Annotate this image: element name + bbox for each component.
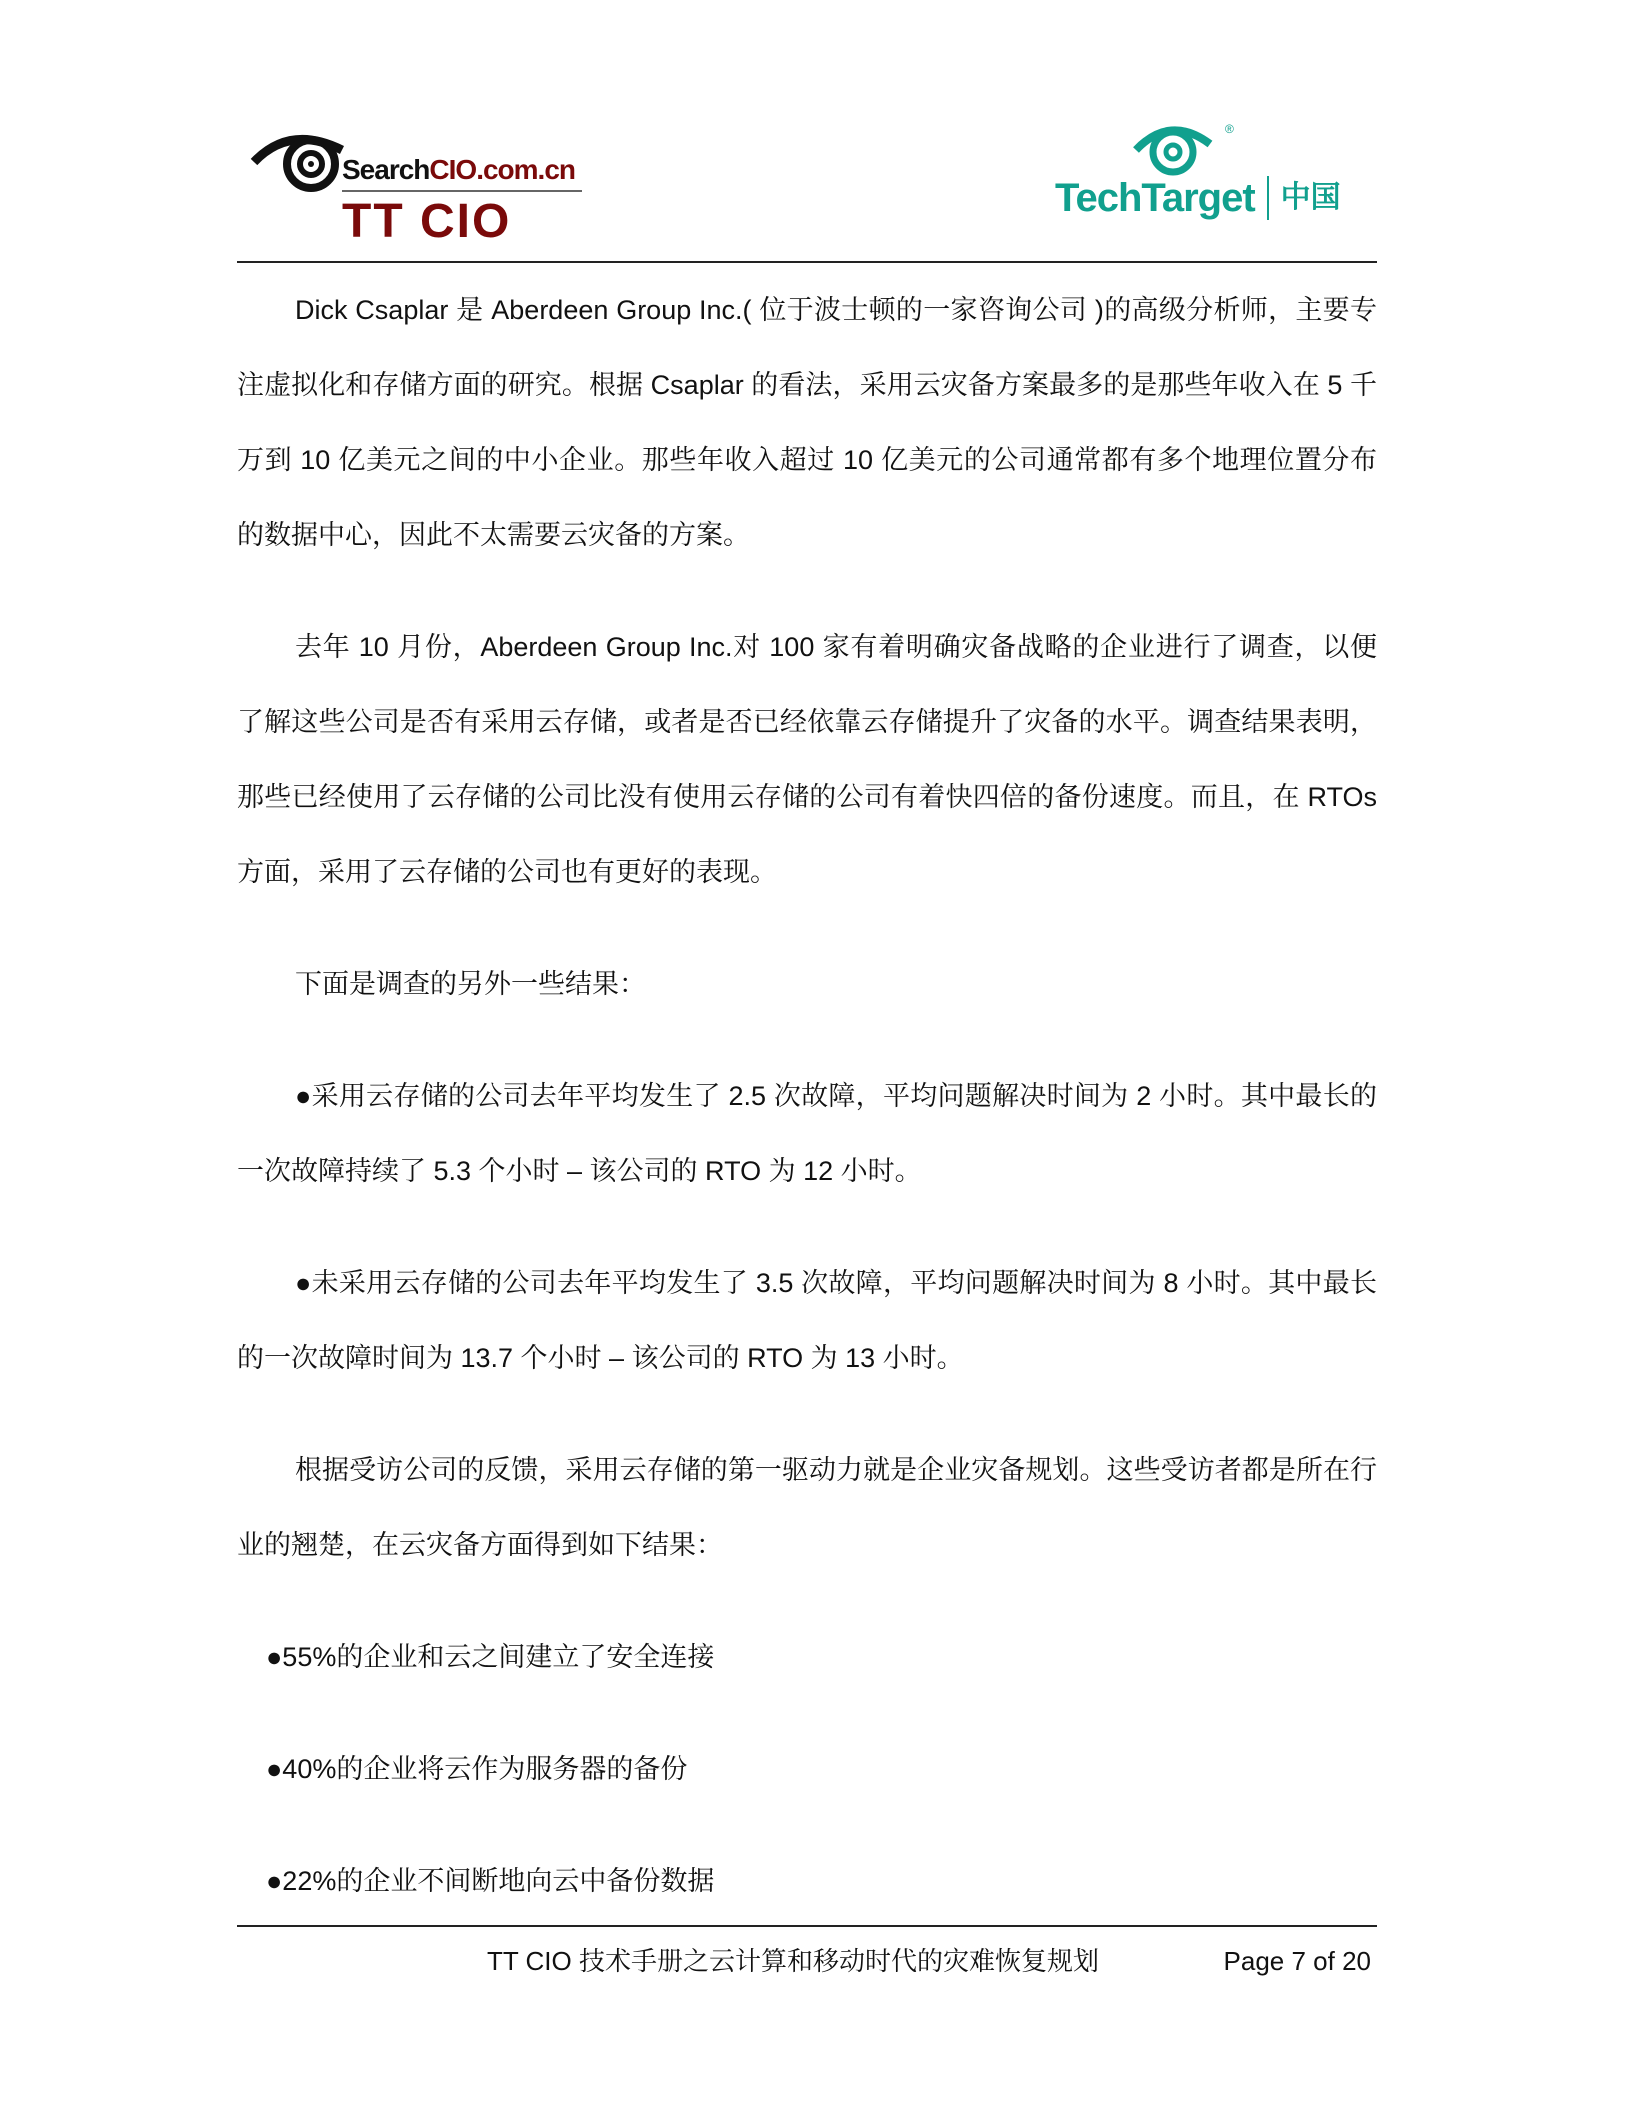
page-footer [237, 1927, 1377, 1978]
site-highlight: CIO [429, 154, 477, 185]
region-label: 中国 [1280, 181, 1341, 214]
paragraph-survey: 去年 10 月份，Aberdeen Group Inc.对 100 家有着明确灾备战略的企业进行了调查，以便了解这些公司是否有采用云存储，或者是否已经依靠云存储提升了灾备的水平。调查结果表明，那些已经使用了云存储的公司比没有使用云存储的公司有着快四倍的备份速度。而且，在 RTOs 方面，采用了云存储的公司也有更好的表现。 [237, 632, 1377, 887]
bullet-non-cloud-users: ●未采用云存储的公司去年平均发生了 3.5 次故障，平均问题解决时间为 8 小时。其中最长的一次故障时间为 13.7 个小时 – 该公司的 RTO 为 13 小时。 [237, 1268, 1377, 1373]
logo-divider [342, 190, 582, 192]
eye-logo-icon [250, 128, 350, 198]
techtarget-row [1055, 174, 1341, 222]
registered-mark: ® [1225, 122, 1234, 136]
list-item: ●22%的企业不间断地向云中备份数据 [266, 1866, 715, 1896]
techtarget-wordmark: TechTarget [1055, 176, 1255, 220]
paragraph-analyst: Dick Csaplar 是 Aberdeen Group Inc.( 位于波士顿的一家咨询公司 )的高级分析师，主要专注虚拟化和存储方面的研究。根据 Csaplar 的看法，采用云灾备方案最多的是那些年收入在 5 千万到 10 亿美元之间的中小企业。那些年收入超过 10 亿美元的公司通常都有多个地理位置分布的数据中心，因此不太需要云灾备的方案。 [237, 295, 1377, 550]
tt-cio-title: TT CIO [342, 195, 512, 248]
paragraph-results-intro: 下面是调查的另外一些结果： [295, 969, 646, 999]
searchcio-logo [250, 128, 610, 253]
techtarget-logo [1055, 122, 1385, 232]
list-item: ●55%的企业和云之间建立了安全连接 [266, 1642, 715, 1672]
page-number: Page 7 of 20 [1223, 1946, 1371, 1976]
logo-separator [1267, 176, 1269, 220]
site-suffix: .com.cn [476, 154, 575, 185]
list-item: ●40%的企业将云作为服务器的备份 [266, 1754, 688, 1784]
footer-title: TT CIO 技术手册之云计算和移动时代的灾难恢复规划 [487, 1946, 1099, 1976]
site-name [342, 154, 575, 186]
site-prefix: Search [342, 154, 430, 185]
techtarget-eye-icon [1130, 122, 1220, 182]
paragraph-drivers: 根据受访公司的反馈，采用云存储的第一驱动力就是企业灾备规划。这些受访者都是所在行业的翘楚，在云灾备方面得到如下结果： [237, 1455, 1377, 1560]
page-header [0, 0, 1631, 261]
bullet-cloud-users: ●采用云存储的公司去年平均发生了 2.5 次故障，平均问题解决时间为 2 小时。其中最长的一次故障持续了 5.3 个小时 – 该公司的 RTO 为 12 小时。 [237, 1081, 1377, 1186]
document-body [237, 263, 1377, 1925]
